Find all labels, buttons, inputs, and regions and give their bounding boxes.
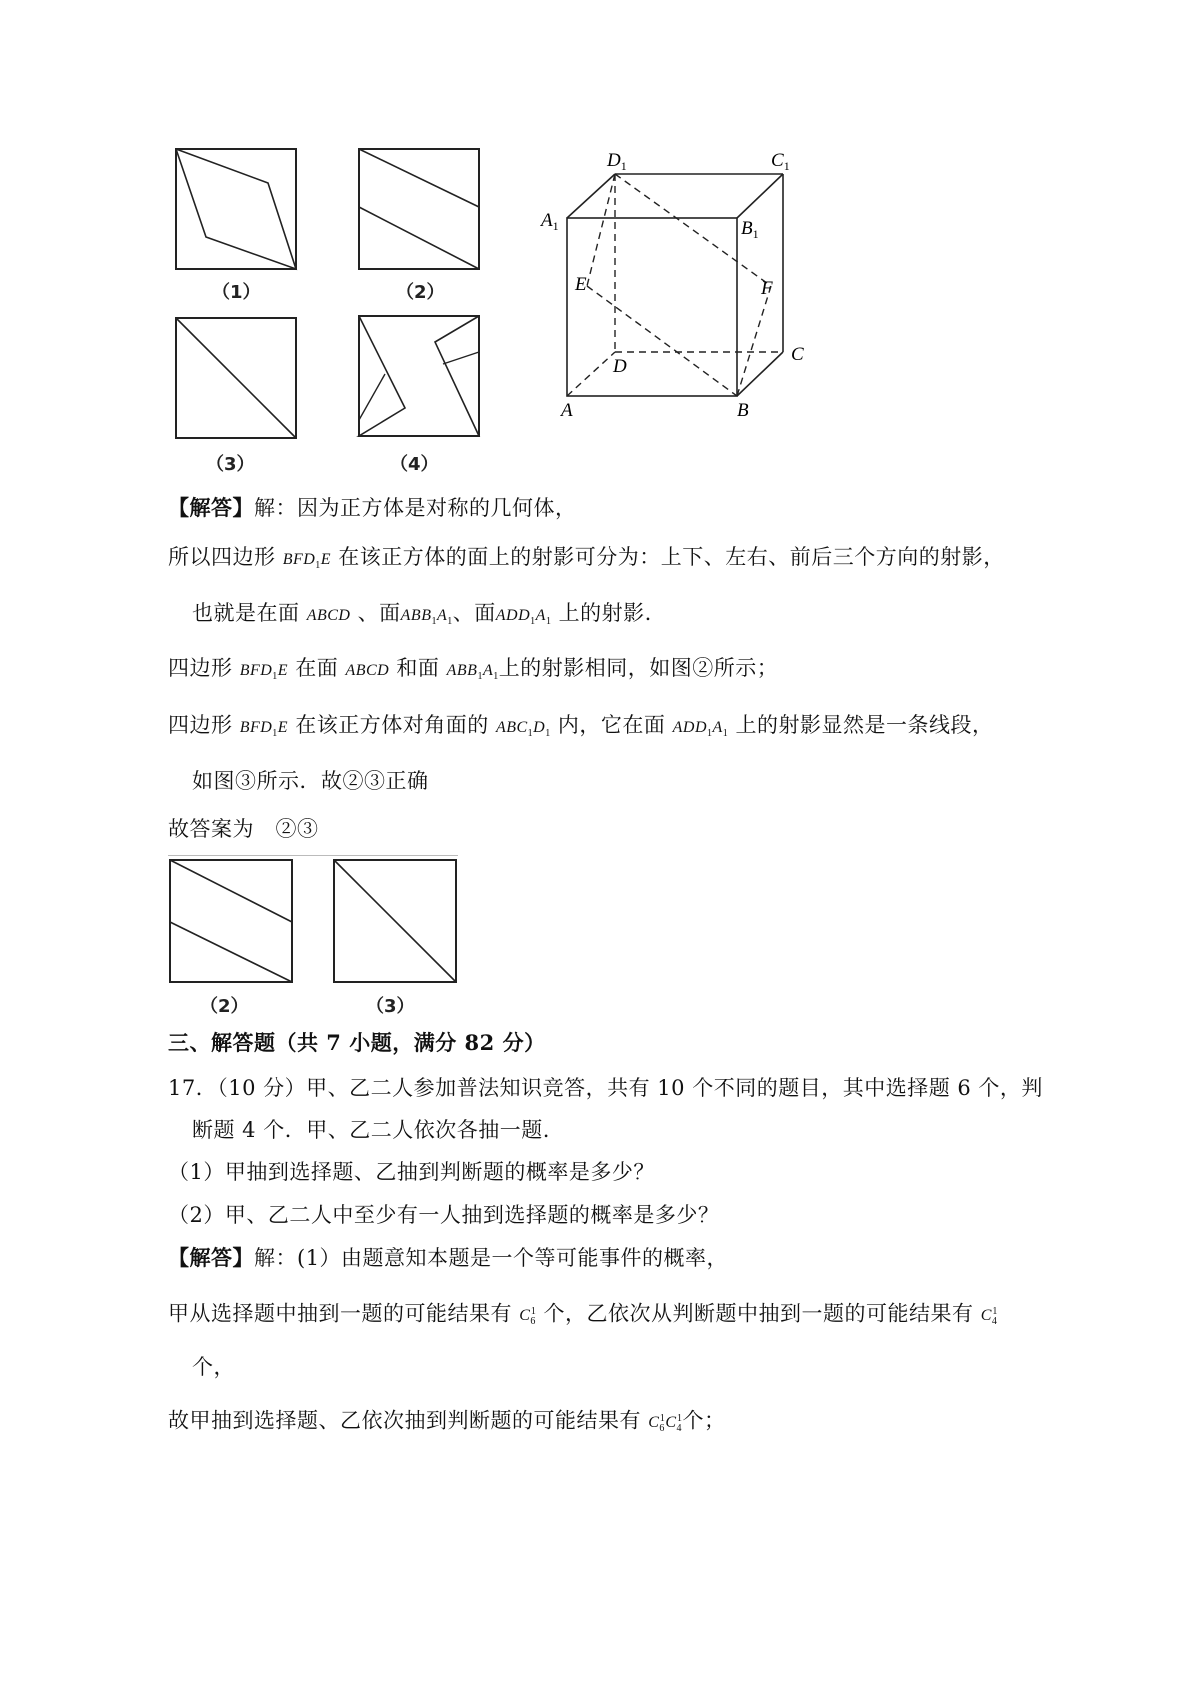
answer-figure-3 <box>330 856 462 986</box>
label-C: C <box>791 344 804 365</box>
figure-2-square <box>355 145 490 275</box>
figure-4-square <box>355 312 490 442</box>
solution16-line6: 如图③所示．故②③正确 <box>192 769 429 793</box>
answer-figure-2 <box>166 856 298 986</box>
label-B: B <box>737 400 749 421</box>
q17-part2: （2）甲、乙二人中至少有一人抽到选择题的概率是多少？ <box>168 1203 720 1227</box>
label-A1: $A_1$ <box>541 210 559 233</box>
q17-line2: 断题 4 个．甲、乙二人依次各抽一题. <box>192 1118 550 1142</box>
figure-4-caption: （4） <box>390 454 439 475</box>
q17-solution-line3: 个， <box>192 1355 235 1379</box>
figure-1-square <box>170 145 305 275</box>
label-D: D <box>613 356 627 377</box>
cube-figure <box>535 140 815 430</box>
label-C1: $C_1$ <box>771 150 790 173</box>
q17-line1: 17．（10 分）甲、乙二人参加普法知识竞答，共有 10 个不同的题目，其中选择题 6 个，判 <box>168 1076 1043 1100</box>
figure-1-caption: （1） <box>212 282 261 303</box>
answer-figure-2-caption: （2） <box>200 996 249 1017</box>
solution16-line2: 所以四边形 $BFD_1E$ 在该正方体的面上的射影可分为：上下、左右、前后三个方向的射影， <box>168 545 1005 572</box>
q17-part1: （1）甲抽到选择题、乙抽到判断题的概率是多少？ <box>168 1160 655 1184</box>
solution16-line5: 四边形 $BFD_1E$ 在该正方体对角面的 $ABC_1D_1$ 内，它在面 $ADD_1A_1$ 上的射影显然是一条线段， <box>168 713 994 740</box>
solution16-line1: 【解答】解：因为正方体是对称的几何体， <box>168 495 577 520</box>
q17-solution-line1: 【解答】解：(1）由题意知本题是一个等可能事件的概率， <box>168 1245 729 1270</box>
q17-solution-line4: 故甲抽到选择题、乙依次抽到判断题的可能结果有 $C_6^1C_4^1$个； <box>168 1408 726 1435</box>
label-A: A <box>561 400 573 421</box>
solution16-line3: 也就是在面 ABCD 、面$ABB_1A_1$、面$ADD_1A_1$ 上的射影. <box>192 601 652 628</box>
label-D1: $D_1$ <box>607 150 627 173</box>
section-title: 三、解答题（共 7 小题，满分 82 分） <box>168 1030 546 1055</box>
solution16-line4: 四边形 $BFD_1E$ 在面 ABCD 和面 $ABB_1A_1$上的射影相同，如图②所示； <box>168 656 779 683</box>
figure-3-caption: （3） <box>206 454 255 475</box>
answer-figure-3-caption: （3） <box>366 996 415 1017</box>
figure-3-square <box>170 312 305 442</box>
solution16-answer: 故答案为 ②③ <box>168 817 319 841</box>
label-B1: $B_1$ <box>741 218 759 241</box>
label-F: F <box>761 278 773 299</box>
q17-solution-line2: 甲从选择题中抽到一题的可能结果有 $C_6^1$ 个，乙依次从判断题中抽到一题的可能结果有 $C_4^1$ <box>168 1301 998 1328</box>
figure-2-caption: （2） <box>396 282 445 303</box>
label-E: E <box>575 274 587 295</box>
